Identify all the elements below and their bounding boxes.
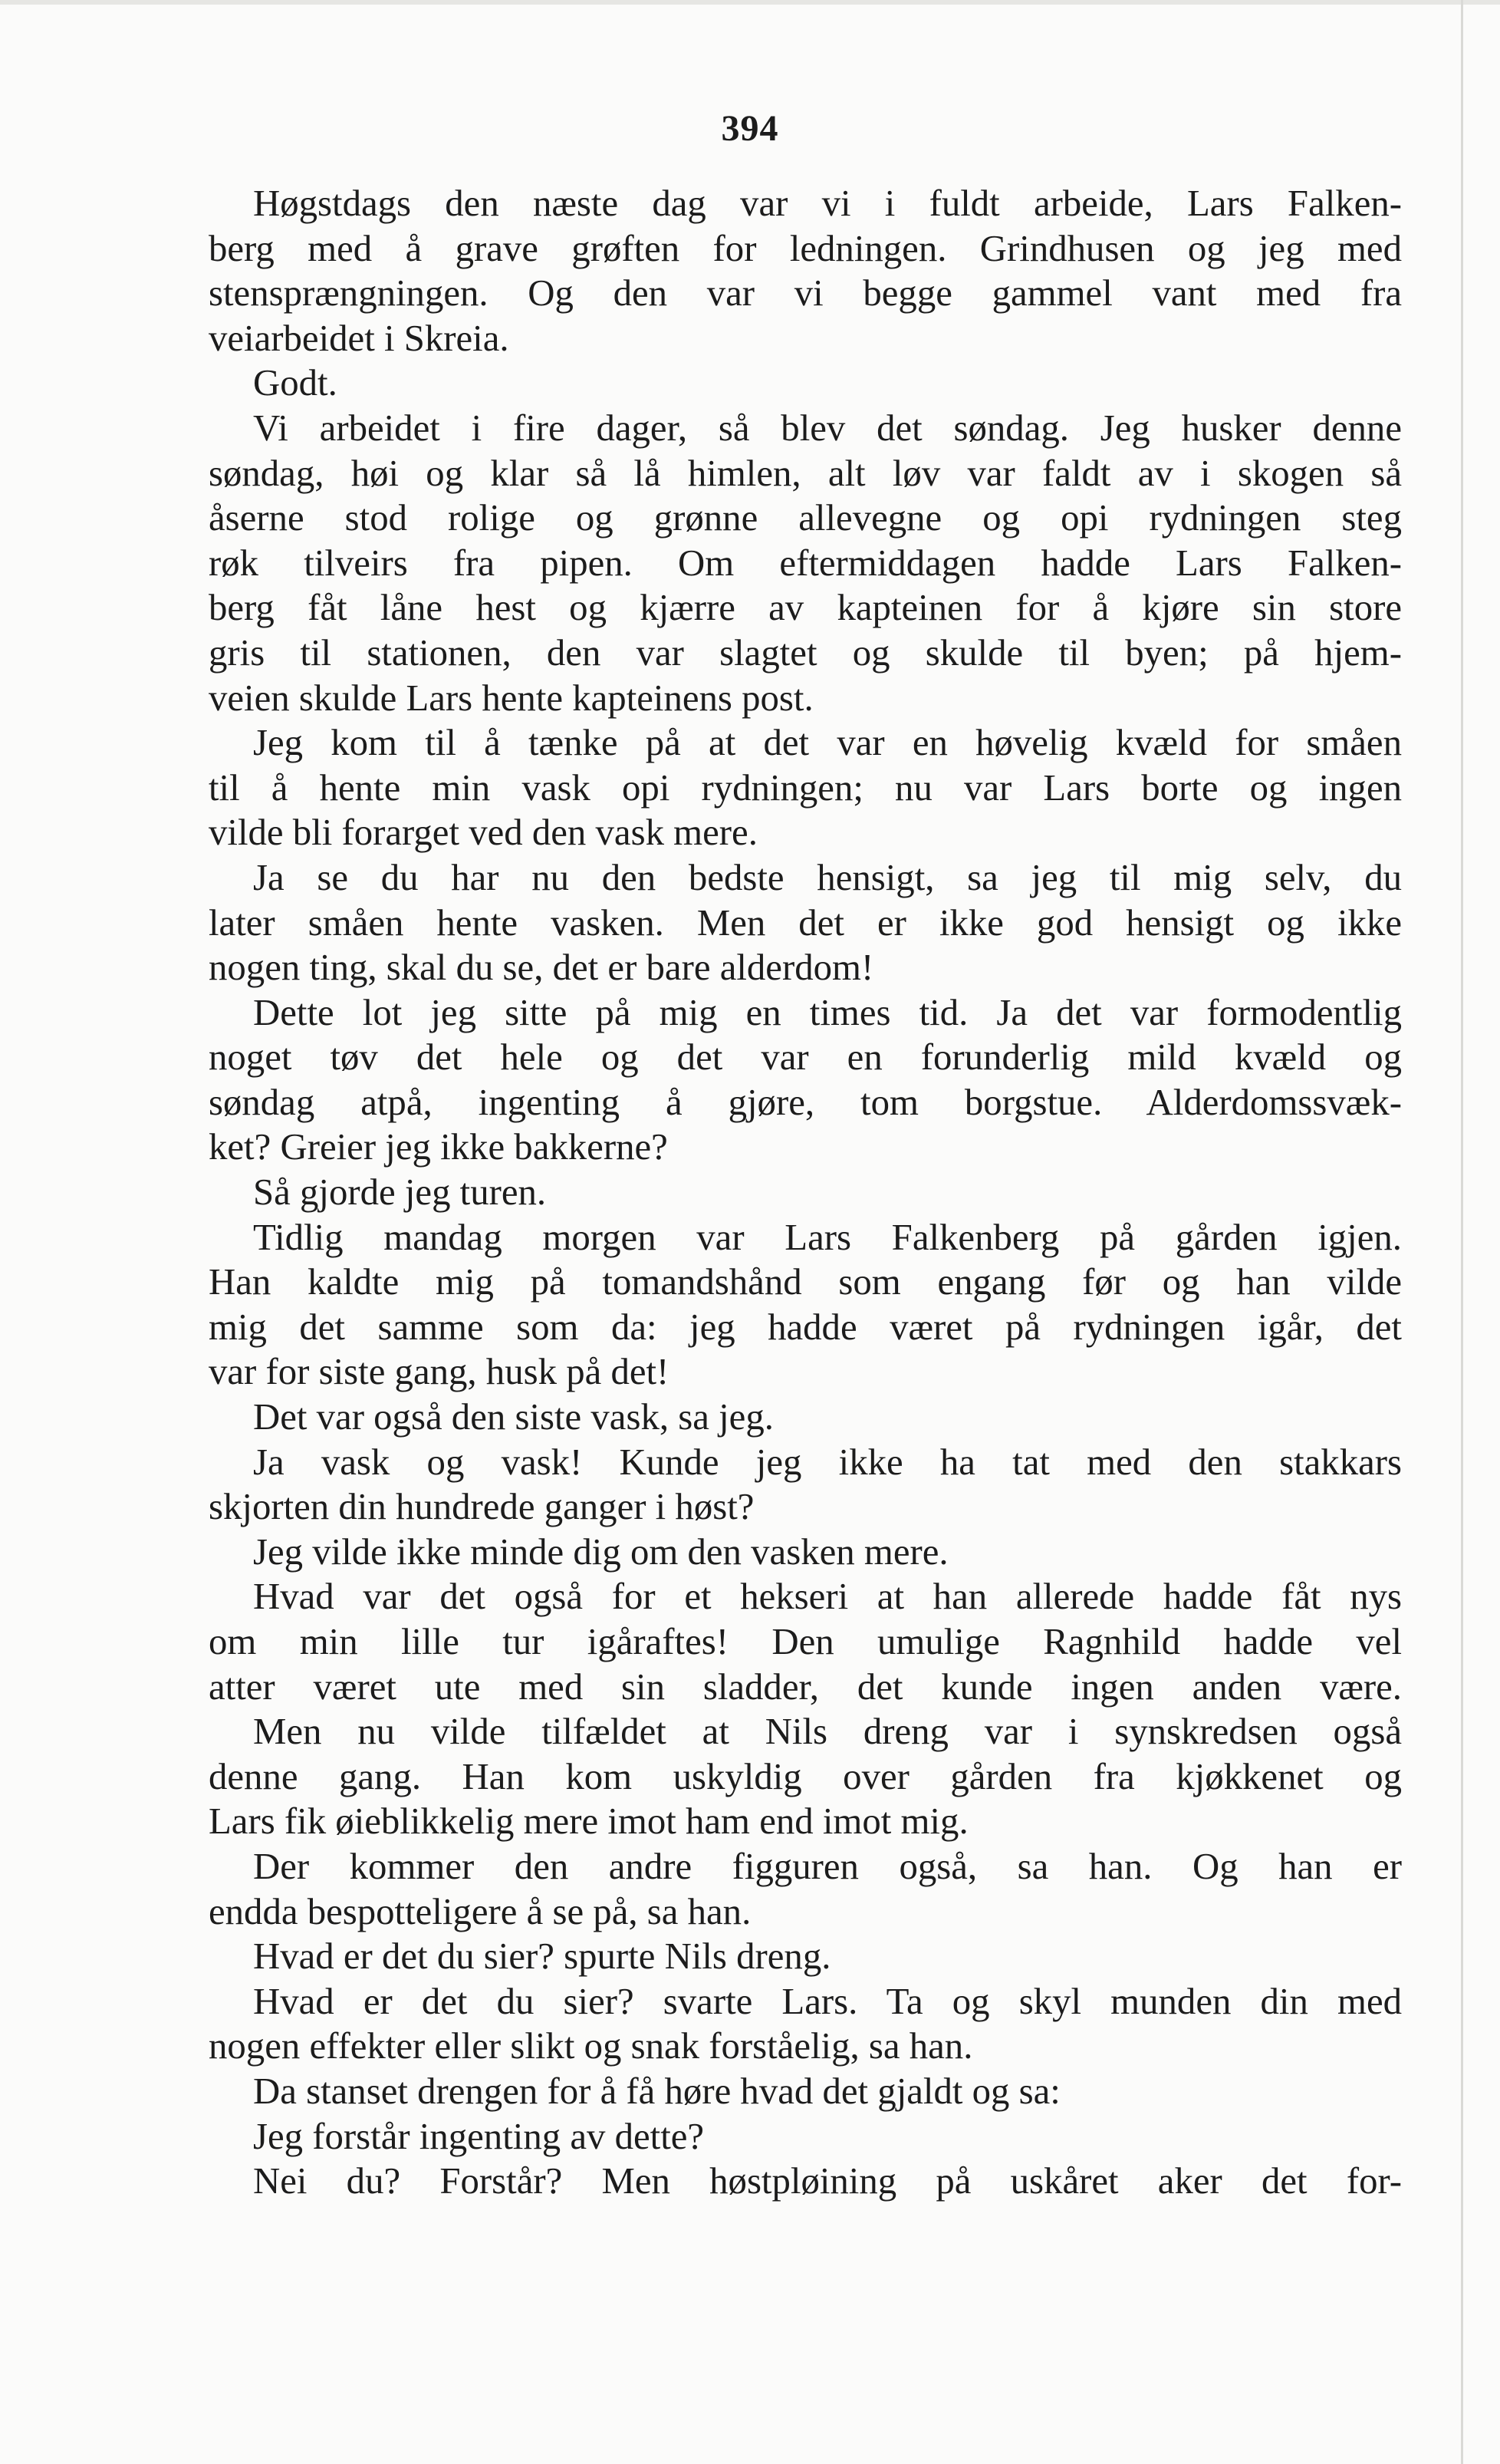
text-line: denne gang. Han kom uskyldig over gården fra kjøkkenet og: [209, 1755, 1402, 1797]
text-line: stensprængningen. Og den var vi begge gammel vant med fra: [209, 272, 1402, 315]
text-line: Der kommer den andre figguren også, sa han. Og han er: [253, 1845, 1402, 1887]
text-line: Lars fik øieblikkelig mere imot ham end imot mig.: [209, 1800, 969, 1843]
text-line: vilde bli forarget ved den vask mere.: [209, 812, 758, 854]
page-top-edge: [0, 0, 1500, 5]
text-line: Da stanset drengen for å få høre hvad det gjaldt og sa:: [253, 2070, 1061, 2112]
text-line: veiarbeidet i Skreia.: [209, 317, 509, 359]
text-line: Ja se du har nu den bedste hensigt, sa jeg til mig selv, du: [253, 856, 1402, 898]
text-line: til å hente min vask opi rydningen; nu var Lars borte og ingen: [209, 766, 1402, 809]
text-line: gris til stationen, den var slagtet og skulde til byen; på hjem-: [209, 631, 1402, 674]
text-line: røk tilveirs fra pipen. Om eftermiddagen hadde Lars Falken-: [209, 542, 1402, 584]
text-line: Godt.: [253, 362, 337, 404]
text-line: Jeg vilde ikke minde dig om den vasken mere.: [253, 1530, 949, 1573]
text-line: Tidlig mandag morgen var Lars Falkenberg på gården igjen.: [253, 1216, 1402, 1258]
text-line: Han kaldte mig på tomandshånd som engang før og han vilde: [209, 1261, 1402, 1303]
text-line: ket? Greier jeg ikke bakkerne?: [209, 1126, 668, 1168]
text-line: mig det samme som da: jeg hadde været på rydningen igår, det: [209, 1306, 1402, 1348]
text-line: Så gjorde jeg turen.: [253, 1171, 547, 1214]
text-line: var for siste gang, husk på det!: [209, 1351, 669, 1393]
text-line: Jeg forstår ingenting av dette?: [253, 2115, 705, 2157]
text-line: søndag, høi og klar så lå himlen, alt løv var faldt av i skogen så: [209, 452, 1402, 494]
text-line: endda bespotteligere å se på, sa han.: [209, 1890, 752, 1932]
text-line: Ja vask og vask! Kunde jeg ikke ha tat med den stakkars: [253, 1441, 1402, 1483]
body-text: [209, 181, 1402, 2204]
text-line: Hvad er det du sier? svarte Lars. Ta og skyl munden din med: [253, 1980, 1402, 2022]
text-line: atter været ute med sin sladder, det kunde ingen anden være.: [209, 1665, 1402, 1708]
text-line: åserne stod rolige og grønne allevegne og opi rydningen steg: [209, 497, 1402, 539]
text-line: søndag atpå, ingenting å gjøre, tom borgstue. Alderdomssvæk-: [209, 1081, 1402, 1123]
text-line: Vi arbeidet i fire dager, så blev det søndag. Jeg husker denne: [253, 407, 1402, 449]
text-line: skjorten din hundrede ganger i høst?: [209, 1486, 755, 1528]
page-number: 394: [721, 108, 779, 149]
text-line: berg med å grave grøften for ledningen. Grindhusen og jeg med: [209, 227, 1402, 269]
text-line: Men nu vilde tilfældet at Nils dreng var i synskredsen også: [253, 1711, 1402, 1753]
text-line: nogen effekter eller slikt og snak forståelig, sa han.: [209, 2025, 973, 2067]
text-line: Jeg kom til å tænke på at det var en høvelig kvæld for småen: [253, 722, 1402, 764]
text-line: Det var også den siste vask, sa jeg.: [253, 1396, 774, 1438]
text-line: berg fåt låne hest og kjærre av kapteinen for å kjøre sin store: [209, 587, 1402, 629]
text-line: Høgstdags den næste dag var vi i fuldt arbeide, Lars Falken-: [253, 183, 1402, 224]
text-line: later småen hente vasken. Men det er ikke god hensigt og ikke: [209, 901, 1402, 944]
page-right-edge: [1461, 0, 1463, 2464]
text-line: Nei du? Forstår? Men høstpløining på uskåret aker det for-: [253, 2160, 1402, 2202]
text-line: Hvad var det også for et hekseri at han allerede hadde fåt nys: [253, 1576, 1402, 1618]
text-line: veien skulde Lars hente kapteinens post.: [209, 677, 814, 719]
text-line: Dette lot jeg sitte på mig en times tid. Ja det var formodentlig: [253, 991, 1402, 1033]
text-line: nogen ting, skal du se, det er bare alderdom!: [209, 947, 874, 989]
text-line: noget tøv det hele og det var en forunderlig mild kvæld og: [209, 1036, 1402, 1079]
text-line: Hvad er det du sier? spurte Nils dreng.: [253, 1935, 831, 1978]
text-line: om min lille tur igåraftes! Den umulige Ragnhild hadde vel: [209, 1621, 1402, 1662]
